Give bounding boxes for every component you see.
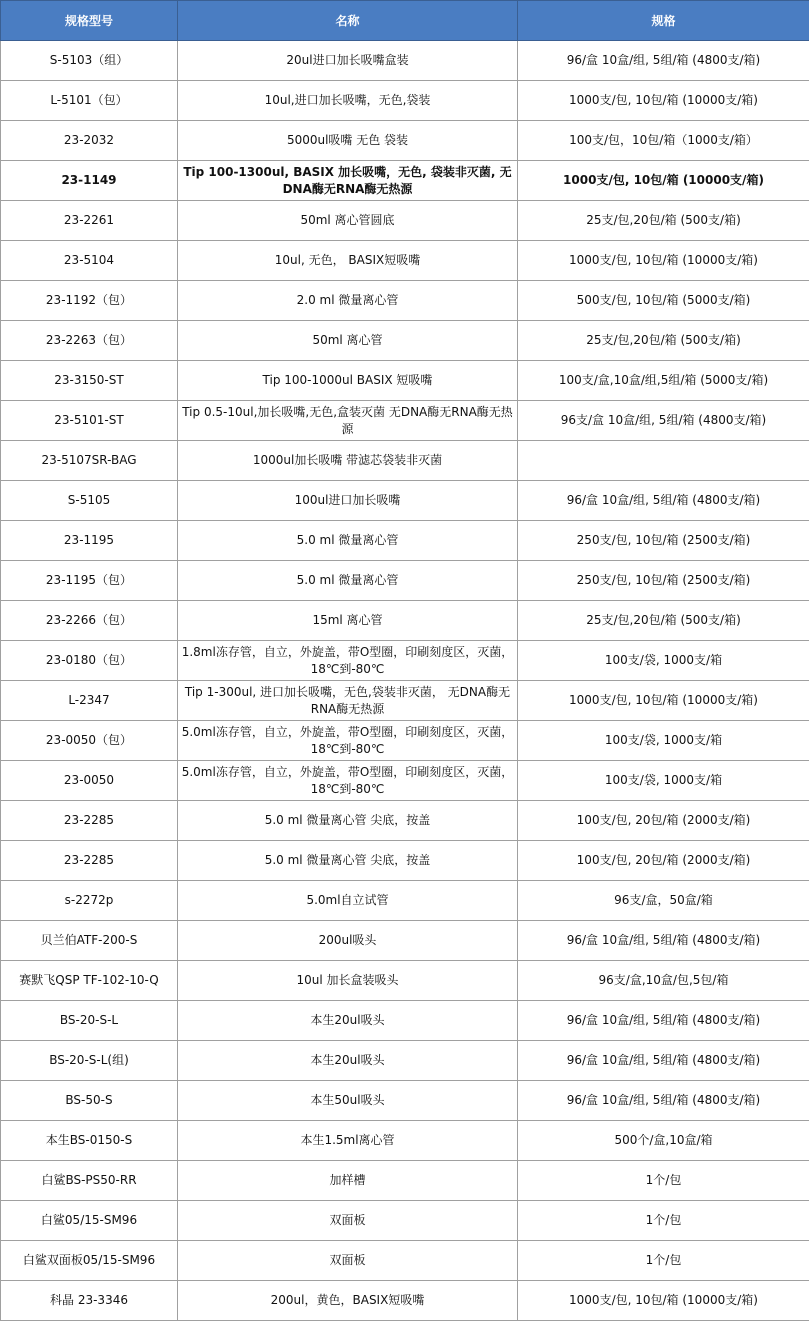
cell-model: BS-20-S-L: [1, 1001, 178, 1041]
table-row: [1, 1161, 809, 1201]
cell-model: 23-0180（包）: [1, 641, 178, 681]
cell-model: 科晶 23-3346: [1, 1281, 178, 1321]
cell-spec: 96支/盒,10盒/包,5包/箱: [518, 961, 809, 1001]
cell-spec: 500个/盒,10盒/箱: [518, 1121, 809, 1161]
cell-name: 本生1.5ml离心管: [178, 1121, 518, 1161]
table-row: [1, 961, 809, 1001]
cell-model: BS-50-S: [1, 1081, 178, 1121]
cell-name: 5.0 ml 微量离心管 尖底，按盖: [178, 801, 518, 841]
column-header-name: 名称: [178, 1, 518, 41]
table-row: [1, 921, 809, 961]
cell-name: 10ul 加长盒装吸头: [178, 961, 518, 1001]
cell-spec: 96/盒 10盒/组, 5组/箱 (4800支/箱): [518, 921, 809, 961]
cell-name: 50ml 离心管圆底: [178, 201, 518, 241]
table-row: [1, 161, 809, 201]
cell-name: 20ul进口加长吸嘴盒装: [178, 41, 518, 81]
cell-spec: 96支/盒，50盒/箱: [518, 881, 809, 921]
cell-spec: 100支/袋, 1000支/箱: [518, 641, 809, 681]
cell-spec: 100支/包, 20包/箱 (2000支/箱): [518, 801, 809, 841]
cell-name: 5.0 ml 微量离心管: [178, 561, 518, 601]
cell-model: 23-2263（包）: [1, 321, 178, 361]
cell-spec: 100支/袋, 1000支/箱: [518, 721, 809, 761]
cell-spec: 100支/包，10包/箱（1000支/箱）: [518, 121, 809, 161]
cell-name: 本生20ul吸头: [178, 1041, 518, 1081]
cell-name: 1000ul加长吸嘴 带滤芯袋装非灭菌: [178, 441, 518, 481]
cell-name: Tip 100-1300ul, BASIX 加长吸嘴，无色, 袋装非灭菌, 无DNA酶无RNA酶无热源: [178, 161, 518, 201]
cell-spec: 96/盒 10盒/组, 5组/箱 (4800支/箱): [518, 41, 809, 81]
cell-name: 双面板: [178, 1241, 518, 1281]
cell-name: 5.0ml冻存管，自立，外旋盖，带O型圈，印刷刻度区，灭菌，18℃到-80℃: [178, 761, 518, 801]
cell-spec: 25支/包,20包/箱 (500支/箱): [518, 601, 809, 641]
cell-name: 5.0ml冻存管，自立，外旋盖，带O型圈，印刷刻度区，灭菌，18℃到-80℃: [178, 721, 518, 761]
cell-spec: 100支/包, 20包/箱 (2000支/箱): [518, 841, 809, 881]
table-row: [1, 41, 809, 81]
cell-name: 5.0 ml 微量离心管 尖底，按盖: [178, 841, 518, 881]
cell-name: 加样槽: [178, 1161, 518, 1201]
cell-name: 2.0 ml 微量离心管: [178, 281, 518, 321]
cell-spec: 96/盒 10盒/组, 5组/箱 (4800支/箱): [518, 481, 809, 521]
table-body: [1, 41, 809, 1321]
cell-model: 23-2285: [1, 841, 178, 881]
cell-spec: 96/盒 10盒/组, 5组/箱 (4800支/箱): [518, 1081, 809, 1121]
cell-model: 贝兰伯ATF-200-S: [1, 921, 178, 961]
cell-spec: 96/盒 10盒/组, 5组/箱 (4800支/箱): [518, 1041, 809, 1081]
cell-model: 23-5107SR-BAG: [1, 441, 178, 481]
table-row: [1, 1241, 809, 1281]
column-header-model: 规格型号: [1, 1, 178, 41]
cell-spec: 1000支/包, 10包/箱 (10000支/箱): [518, 1281, 809, 1321]
cell-name: 50ml 离心管: [178, 321, 518, 361]
cell-name: Tip 0.5-10ul,加长吸嘴,无色,盒装灭菌 无DNA酶无RNA酶无热源: [178, 401, 518, 441]
cell-model: 23-1195: [1, 521, 178, 561]
cell-name: 200ul吸头: [178, 921, 518, 961]
cell-model: 23-0050: [1, 761, 178, 801]
cell-model: s-2272p: [1, 881, 178, 921]
cell-model: L-5101（包）: [1, 81, 178, 121]
table-row: [1, 1081, 809, 1121]
cell-name: Tip 100-1000ul BASIX 短吸嘴: [178, 361, 518, 401]
cell-model: 白鲨05/15-SM96: [1, 1201, 178, 1241]
table-row: [1, 121, 809, 161]
cell-model: 23-2266（包）: [1, 601, 178, 641]
cell-model: 白鲨双面板05/15-SM96: [1, 1241, 178, 1281]
table-row: [1, 1001, 809, 1041]
table-row: [1, 561, 809, 601]
table-row: [1, 281, 809, 321]
cell-model: 23-2261: [1, 201, 178, 241]
table-row: [1, 241, 809, 281]
cell-model: 23-3150-ST: [1, 361, 178, 401]
cell-spec: 1个/包: [518, 1241, 809, 1281]
cell-name: Tip 1-300ul, 进口加长吸嘴，无色,袋装非灭菌， 无DNA酶无RNA酶无热源: [178, 681, 518, 721]
table-row: [1, 1281, 809, 1321]
table-row: [1, 681, 809, 721]
table-header-row: [1, 1, 809, 41]
table-row: [1, 1201, 809, 1241]
cell-name: 100ul进口加长吸嘴: [178, 481, 518, 521]
table-row: [1, 401, 809, 441]
cell-model: 23-5104: [1, 241, 178, 281]
table-row: [1, 321, 809, 361]
cell-model: S-5103（组）: [1, 41, 178, 81]
table-row: [1, 601, 809, 641]
cell-model: 23-2032: [1, 121, 178, 161]
cell-name: 15ml 离心管: [178, 601, 518, 641]
table-row: [1, 721, 809, 761]
cell-spec: 100支/袋, 1000支/箱: [518, 761, 809, 801]
cell-model: 23-1192（包）: [1, 281, 178, 321]
table-row: [1, 81, 809, 121]
table-row: [1, 1041, 809, 1081]
column-header-spec: 规格: [518, 1, 809, 41]
cell-model: L-2347: [1, 681, 178, 721]
cell-spec: 1000支/包, 10包/箱 (10000支/箱): [518, 161, 809, 201]
table-row: [1, 761, 809, 801]
cell-spec: 100支/盒,10盒/组,5组/箱 (5000支/箱): [518, 361, 809, 401]
cell-name: 1.8ml冻存管，自立，外旋盖，带O型圈，印刷刻度区，灭菌，18℃到-80℃: [178, 641, 518, 681]
cell-model: 23-0050（包）: [1, 721, 178, 761]
cell-spec: 1000支/包, 10包/箱 (10000支/箱): [518, 241, 809, 281]
cell-model: 23-1149: [1, 161, 178, 201]
cell-name: 本生20ul吸头: [178, 1001, 518, 1041]
cell-model: 23-2285: [1, 801, 178, 841]
table-row: [1, 841, 809, 881]
cell-name: 5.0ml自立试管: [178, 881, 518, 921]
cell-name: 5.0 ml 微量离心管: [178, 521, 518, 561]
cell-name: 200ul，黄色，BASIX短吸嘴: [178, 1281, 518, 1321]
table-row: [1, 521, 809, 561]
cell-model: 23-1195（包）: [1, 561, 178, 601]
table-row: [1, 481, 809, 521]
cell-spec: 1个/包: [518, 1161, 809, 1201]
cell-name: 本生50ul吸头: [178, 1081, 518, 1121]
cell-spec: 250支/包, 10包/箱 (2500支/箱): [518, 561, 809, 601]
cell-spec: 25支/包,20包/箱 (500支/箱): [518, 201, 809, 241]
cell-spec: [518, 441, 809, 481]
cell-spec: 25支/包,20包/箱 (500支/箱): [518, 321, 809, 361]
cell-name: 双面板: [178, 1201, 518, 1241]
cell-model: S-5105: [1, 481, 178, 521]
cell-spec: 1000支/包, 10包/箱 (10000支/箱): [518, 681, 809, 721]
cell-spec: 250支/包, 10包/箱 (2500支/箱): [518, 521, 809, 561]
cell-name: 10ul,进口加长吸嘴，无色,袋装: [178, 81, 518, 121]
cell-spec: 1000支/包, 10包/箱 (10000支/箱): [518, 81, 809, 121]
table-row: [1, 641, 809, 681]
table-row: [1, 201, 809, 241]
cell-model: 23-5101-ST: [1, 401, 178, 441]
cell-spec: 500支/包, 10包/箱 (5000支/箱): [518, 281, 809, 321]
cell-model: 白鲨BS-PS50-RR: [1, 1161, 178, 1201]
table-row: [1, 1121, 809, 1161]
cell-model: 本生BS-0150-S: [1, 1121, 178, 1161]
cell-spec: 96支/盒 10盒/组, 5组/箱 (4800支/箱): [518, 401, 809, 441]
cell-name: 5000ul吸嘴 无色 袋装: [178, 121, 518, 161]
cell-spec: 96/盒 10盒/组, 5组/箱 (4800支/箱): [518, 1001, 809, 1041]
table-row: [1, 441, 809, 481]
cell-model: BS-20-S-L(组): [1, 1041, 178, 1081]
cell-spec: 1个/包: [518, 1201, 809, 1241]
table-row: [1, 361, 809, 401]
table-row: [1, 881, 809, 921]
cell-name: 10ul, 无色， BASIX短吸嘴: [178, 241, 518, 281]
table-row: [1, 801, 809, 841]
cell-model: 赛默飞QSP TF-102-10-Q: [1, 961, 178, 1001]
